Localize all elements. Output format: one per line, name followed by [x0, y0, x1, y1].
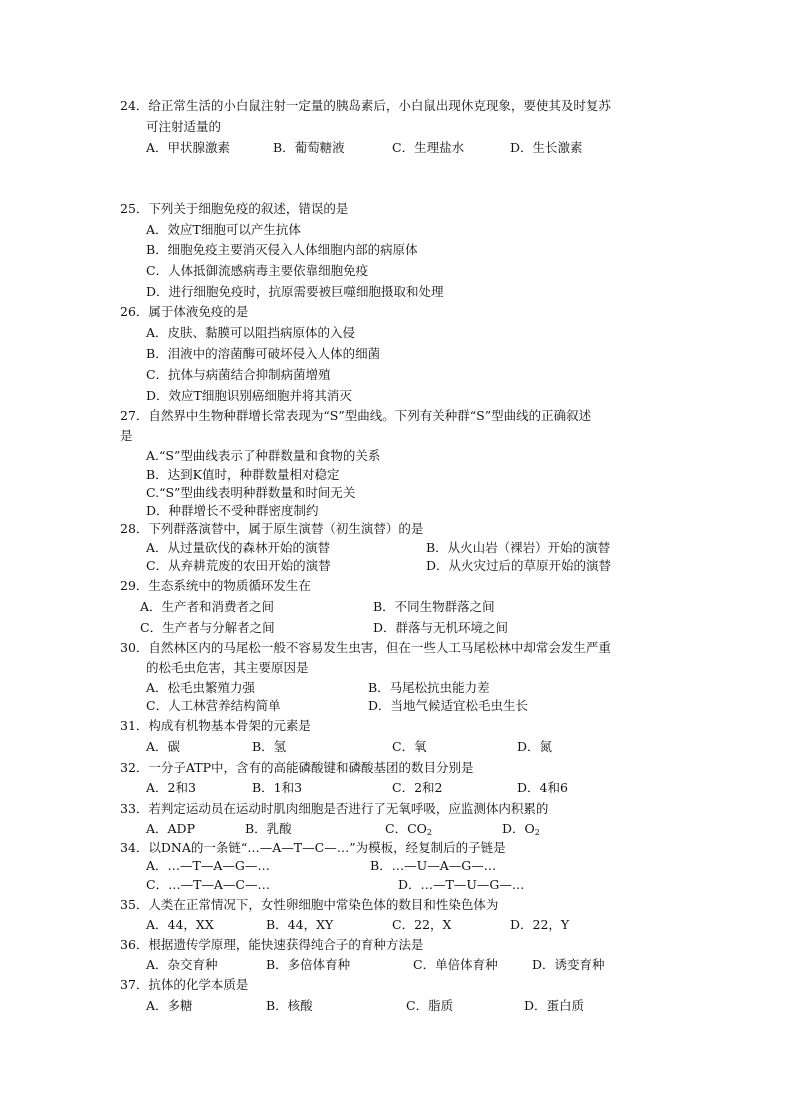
q31-option-c: C．氧 [392, 739, 427, 754]
question-30-stem-cont: 的松毛虫危害，其主要原因是 [146, 660, 309, 675]
q36-option-a: A．杂交育种 [146, 957, 218, 972]
q27-option-b: B．达到K值时，种群数量相对稳定 [146, 467, 340, 482]
q32-option-d: D．4和6 [517, 780, 568, 795]
q37-option-c: C．脂质 [406, 998, 454, 1013]
q33-option-c-subscript: 2 [426, 828, 432, 837]
question-27-stem: 27．自然界中生物种群增长常表现为“S”型曲线。下列有关种群“S”型曲线的正确叙述 [120, 408, 592, 423]
q24-option-c: C．生理盐水 [392, 140, 465, 155]
q30-option-d: D．当地气候适宜松毛虫生长 [368, 698, 529, 713]
q33-option-b: B．乳酸 [245, 821, 292, 836]
question-28-stem: 28．下列群落演替中，属于原生演替（初生演替）的是 [120, 521, 424, 536]
q31-option-a: A．碳 [146, 739, 181, 754]
q34-option-b: B．…—U—A—G—… [370, 858, 497, 873]
q26-option-b: B．泪液中的溶菌酶可破坏侵入人体的细菌 [146, 346, 381, 361]
q37-option-d: D．蛋白质 [524, 998, 585, 1013]
q35-option-c: C．22，X [392, 917, 452, 932]
q37-option-a: A．多糖 [146, 998, 193, 1013]
q33-option-d-subscript: 2 [534, 828, 540, 837]
q33-option-a: A．ADP [146, 821, 195, 836]
q24-option-d: D．生长激素 [510, 140, 583, 155]
q32-option-a: A．2和3 [146, 780, 196, 795]
q33-option-c-text: C．CO [385, 821, 427, 836]
question-29-stem: 29．生态系统中的物质循环发生在 [120, 578, 311, 593]
q28-option-d: D．从火灾过后的草原开始的演替 [426, 558, 612, 573]
q28-option-c: C．从弃耕荒废的农田开始的演替 [146, 558, 331, 573]
question-24-stem-cont: 可注射适量的 [146, 119, 222, 134]
question-31-stem: 31．构成有机物基本骨架的元素是 [120, 718, 311, 733]
q26-option-c: C．抗体与病菌结合抑制病菌增殖 [146, 367, 331, 382]
q30-option-c: C．人工林营养结构简单 [146, 698, 281, 713]
q25-option-c: C．人体抵御流感病毒主要依靠细胞免疫 [146, 263, 369, 278]
q27-option-a: A.“S”型曲线表示了种群数量和食物的关系 [146, 448, 381, 463]
q33-option-d [502, 821, 540, 841]
q35-option-d: D．22，Y [510, 917, 570, 932]
q34-option-c: C．…—T—A—C—… [146, 877, 270, 892]
question-37-stem: 37．抗体的化学本质是 [120, 977, 249, 992]
q30-option-a: A．松毛虫繁殖力强 [146, 680, 256, 695]
q28-option-a: A．从过量砍伐的森林开始的演替 [146, 540, 331, 555]
q28-option-b: B．从火山岩（裸岩）开始的演替 [426, 540, 611, 555]
question-35-stem: 35．人类在正常情况下，女性卵细胞中常染色体的数目和性染色体为 [120, 897, 499, 912]
q24-option-a: A．甲状腺激素 [146, 140, 231, 155]
q29-option-c: C．生产者与分解者之间 [140, 620, 275, 635]
q35-option-a: A．44，XX [146, 917, 214, 932]
q25-option-b: B．细胞免疫主要消灭侵入人体细胞内部的病原体 [146, 242, 418, 257]
q35-option-b: B．44，XY [266, 917, 334, 932]
q37-option-b: B．核酸 [266, 998, 313, 1013]
q29-option-d: D．群落与无机环境之间 [373, 620, 509, 635]
q33-option-c [385, 821, 432, 841]
question-30-stem: 30．自然林区内的马尾松一般不容易发生虫害，但在一些人工马尾松林中却常会发生严重 [120, 640, 611, 655]
question-26-stem: 26．属于体液免疫的是 [120, 304, 249, 319]
q36-option-b: B．多倍体育种 [266, 957, 351, 972]
q36-option-c: C．单倍体育种 [413, 957, 498, 972]
q36-option-d: D．诱变育种 [532, 957, 605, 972]
q33-option-d-text: D．O [502, 821, 535, 836]
question-25-stem: 25．下列关于细胞免疫的叙述，错误的是 [120, 201, 349, 216]
q30-option-b: B．马尾松抗虫能力差 [368, 680, 490, 695]
question-33-stem: 33．若判定运动员在运动时肌肉细胞是否进行了无氧呼吸，应监测体内积累的 [120, 801, 549, 816]
question-27-stem-cont: 是 [120, 428, 133, 443]
question-32-stem: 32．一分子ATP中，含有的高能磷酸键和磷酸基团的数目分别是 [120, 760, 474, 775]
q26-option-a: A．皮肤、黏膜可以阻挡病原体的入侵 [146, 325, 356, 340]
question-24-stem: 24．给正常生活的小白鼠注射一定量的胰岛素后，小白鼠出现休克现象，要使其及时复苏 [120, 98, 611, 113]
question-34-stem: 34．以DNA的一条链“…—A—T—C—…”为模板，经复制后的子链是 [120, 840, 506, 855]
q29-option-b: B．不同生物群落之间 [373, 599, 495, 614]
q32-option-b: B．1和3 [252, 780, 303, 795]
q25-option-a: A．效应T细胞可以产生抗体 [146, 222, 301, 237]
q31-option-b: B．氢 [252, 739, 287, 754]
q31-option-d: D．氮 [517, 739, 553, 754]
q26-option-d: D．效应T细胞识别癌细胞并将其消灭 [146, 388, 352, 403]
q25-option-d: D．进行细胞免疫时，抗原需要被巨噬细胞摄取和处理 [146, 284, 444, 299]
q27-option-d: D．种群增长不受种群密度制约 [146, 503, 319, 518]
q34-option-a: A．…—T—A—G—… [146, 858, 270, 873]
q29-option-a: A．生产者和消费者之间 [140, 599, 275, 614]
question-36-stem: 36．根据遗传学原理，能快速获得纯合子的育种方法是 [120, 937, 424, 952]
q27-option-c: C.“S”型曲线表明种群数量和时间无关 [146, 485, 356, 500]
q32-option-c: C．2和2 [392, 780, 443, 795]
q24-option-b: B．葡萄糖液 [273, 140, 345, 155]
q34-option-d: D．…—T—U—G—… [398, 877, 525, 892]
